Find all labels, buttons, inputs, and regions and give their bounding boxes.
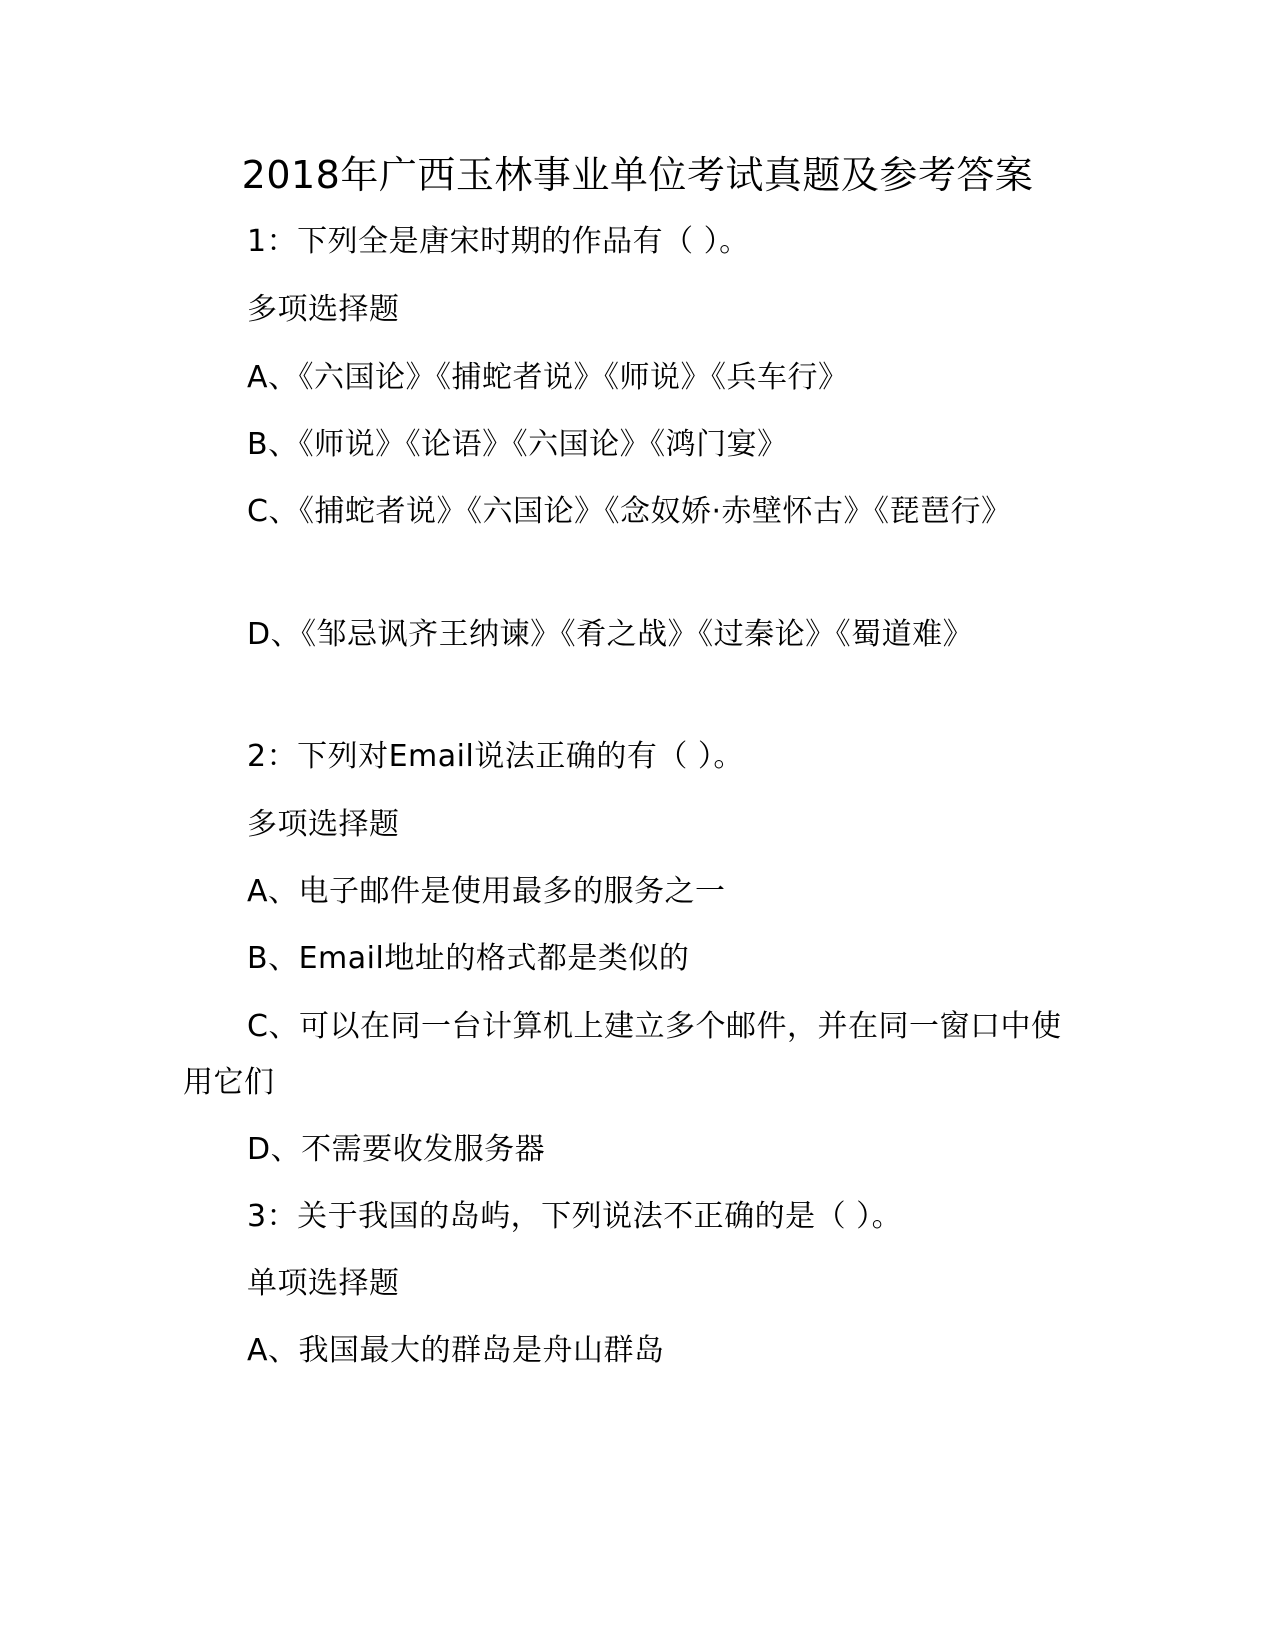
question-2-type: 多项选择题 bbox=[247, 807, 400, 842]
question-2-option-a: A、电子邮件是使用最多的服务之一 bbox=[247, 874, 726, 909]
document-title: 2018年广西玉林事业单位考试真题及参考答案 bbox=[241, 153, 1034, 197]
question-1-option-c: C、《捕蛇者说》《六国论》《念奴娇·赤壁怀古》《琵琶行》 bbox=[247, 494, 1012, 529]
question-1-option-d: D、《邹忌讽齐王纳谏》《肴之战》《过秦论》《蜀道难》 bbox=[247, 617, 974, 652]
question-1-option-b: B、《师说》《论语》《六国论》《鸿门宴》 bbox=[247, 427, 788, 462]
question-1-option-a: A、《六国论》《捕蛇者说》《师说》《兵车行》 bbox=[247, 360, 849, 395]
question-1-text: 1：下列全是唐宋时期的作品有（ ）。 bbox=[247, 224, 750, 259]
question-1-type: 多项选择题 bbox=[247, 292, 400, 327]
question-2-option-b: B、Email地址的格式都是类似的 bbox=[247, 941, 690, 976]
question-2-option-c: C、可以在同一台计算机上建立多个邮件，并在同一窗口中使用它们 bbox=[183, 1009, 1062, 1100]
question-3-text: 3：关于我国的岛屿，下列说法不正确的是（ ）。 bbox=[247, 1199, 903, 1234]
question-2-text: 2：下列对Email说法正确的有（ ）。 bbox=[247, 739, 744, 774]
question-2-option-d: D、不需要收发服务器 bbox=[247, 1132, 546, 1167]
question-3-option-a: A、我国最大的群岛是舟山群岛 bbox=[247, 1333, 665, 1368]
question-3-type: 单项选择题 bbox=[247, 1266, 400, 1301]
